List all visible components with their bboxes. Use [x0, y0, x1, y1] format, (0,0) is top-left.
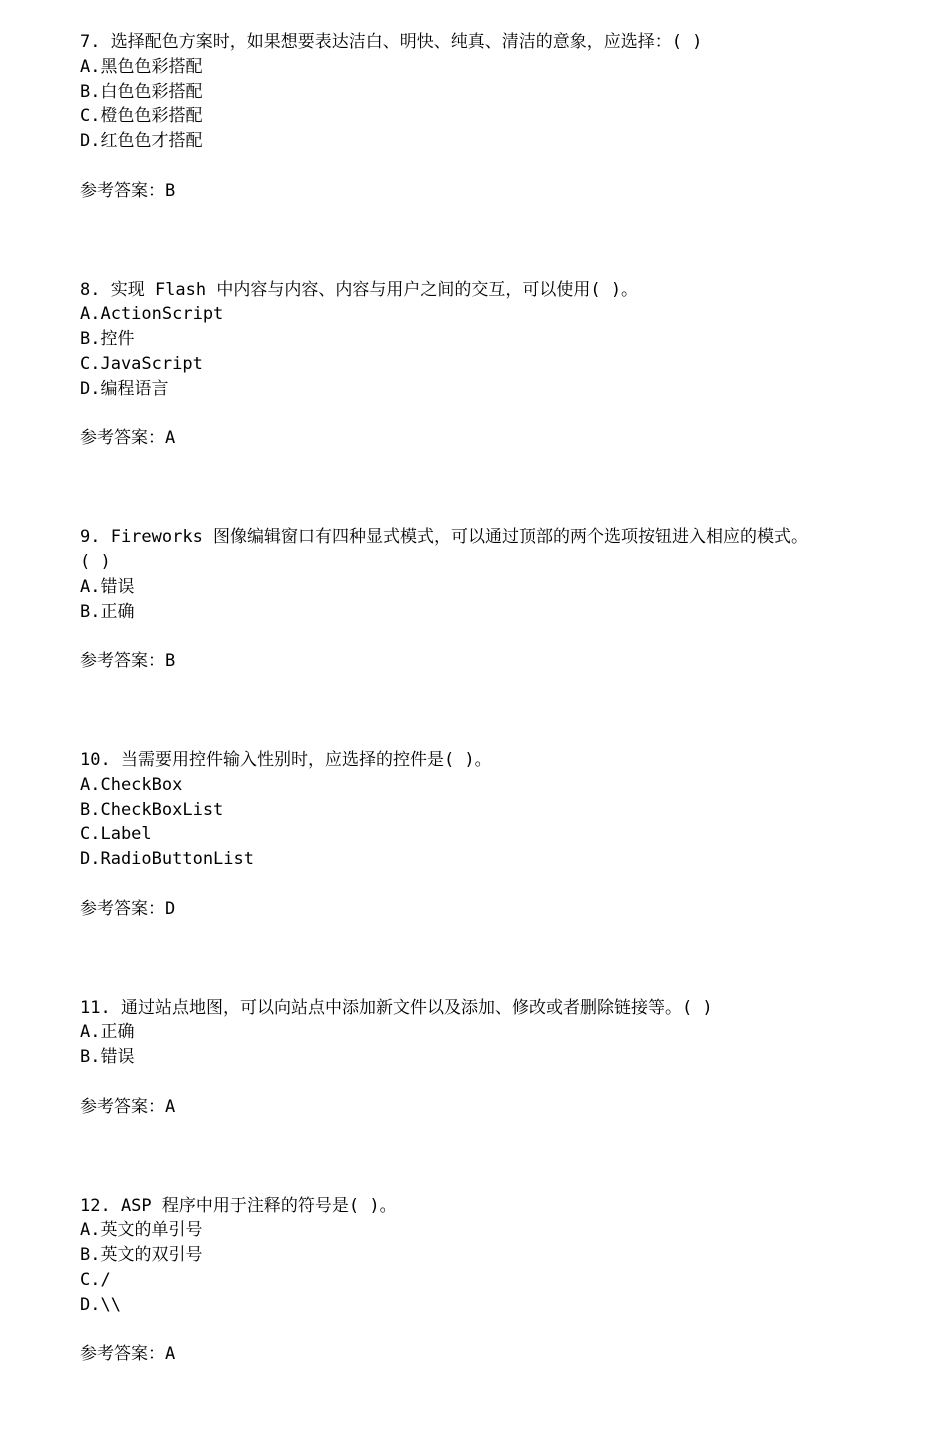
question-7 [80, 30, 900, 204]
option-c: C./ [80, 1269, 111, 1290]
question-stem: 10. 当需要用控件输入性别时，应选择的控件是( )。 [80, 749, 492, 770]
option-a: A.黑色色彩搭配 [80, 56, 203, 77]
question-stem: 8. 实现 Flash 中内容与内容、内容与用户之间的交互，可以使用( )。 [80, 279, 639, 300]
option-d: D.\\ [80, 1294, 121, 1315]
question-10 [80, 748, 900, 922]
question-stem: 7. 选择配色方案时，如果想要表达洁白、明快、纯真、清洁的意象，应选择：( ) [80, 32, 703, 52]
option-b: B.正确 [80, 601, 135, 622]
option-b: B.控件 [80, 329, 135, 350]
question-11 [80, 996, 900, 1120]
question-stem-line-1: 9. Fireworks 图像编辑窗口有四种显式模式，可以通过顶部的两个选项按钮进入相应的模式。 [80, 527, 809, 548]
option-a: A.正确 [80, 1022, 135, 1043]
option-a: A.ActionScript [80, 304, 224, 325]
option-a: A.CheckBox [80, 774, 183, 795]
question-9 [80, 525, 900, 674]
reference-answer: 参考答案：A [80, 428, 176, 449]
question-stem: 11. 通过站点地图，可以向站点中添加新文件以及添加、修改或者删除链接等。( ) [80, 997, 713, 1018]
option-a: A.英文的单引号 [80, 1220, 203, 1241]
option-c: C.橙色色彩搭配 [80, 106, 203, 127]
reference-answer: 参考答案：B [80, 651, 176, 672]
question-12 [80, 1194, 900, 1368]
reference-answer: 参考答案：A [80, 1344, 176, 1365]
question-stem: 12. ASP 程序中用于注释的符号是( )。 [80, 1195, 397, 1216]
reference-answer: 参考答案：B [80, 180, 176, 201]
document-page [80, 30, 900, 1441]
option-b: B.英文的双引号 [80, 1245, 203, 1266]
reference-answer: 参考答案：D [80, 898, 176, 919]
option-c: C.Label [80, 824, 152, 845]
option-d: D.编程语言 [80, 378, 169, 399]
option-a: A.错误 [80, 576, 135, 597]
option-b: B.白色色彩搭配 [80, 81, 203, 102]
option-b: B.错误 [80, 1047, 135, 1068]
question-8 [80, 278, 900, 452]
question-stem-line-2: ( ) [80, 551, 111, 572]
option-d: D.红色色才搭配 [80, 131, 203, 152]
option-c: C.JavaScript [80, 353, 203, 374]
option-d: D.RadioButtonList [80, 849, 254, 870]
reference-answer: 参考答案：A [80, 1096, 176, 1117]
option-b: B.CheckBoxList [80, 799, 224, 820]
